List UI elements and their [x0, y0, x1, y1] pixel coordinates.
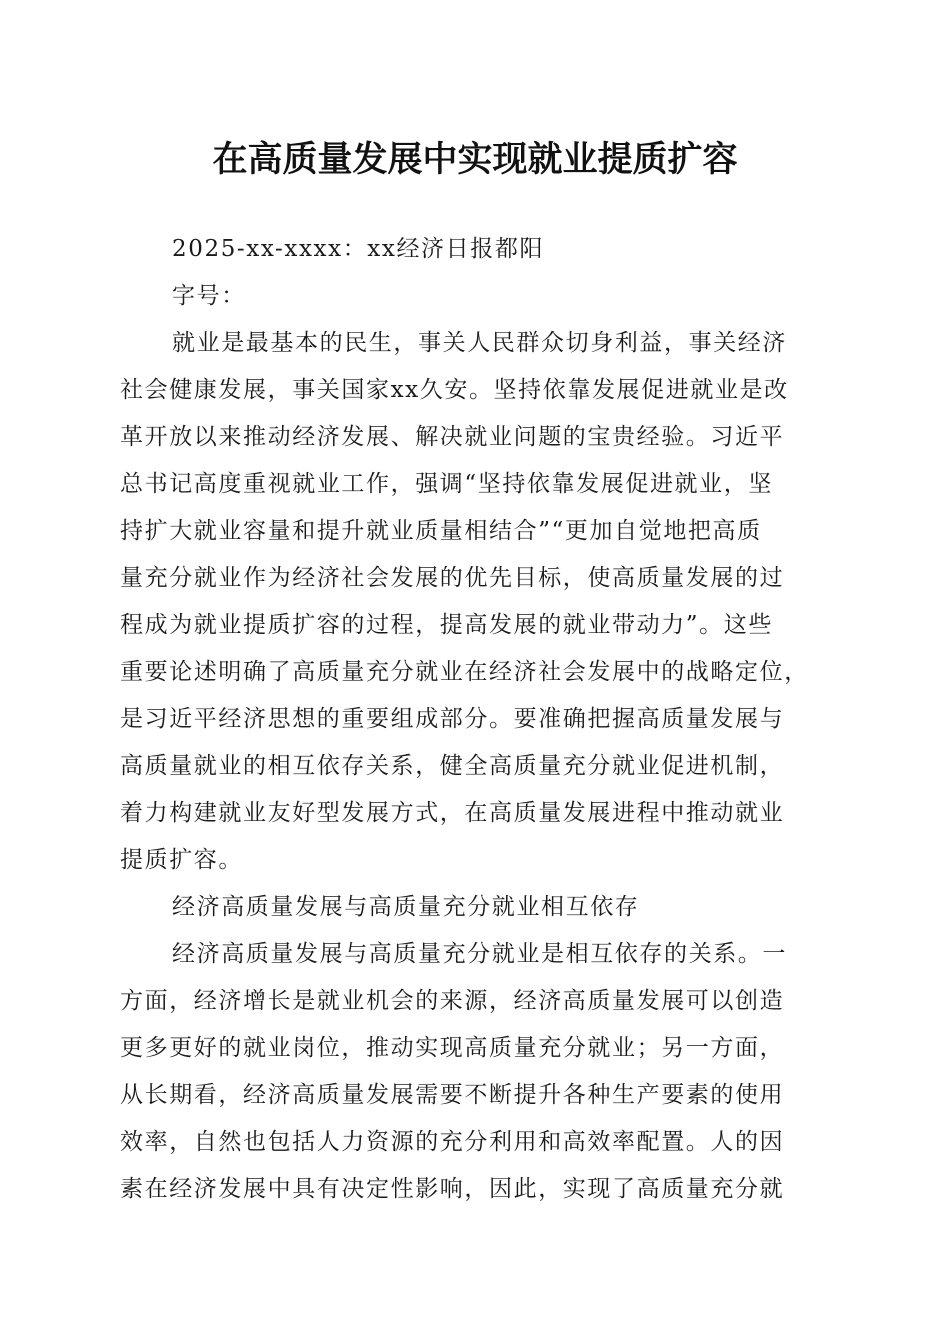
- source-line: 2025-xx-xxxx：xx经济日报都阳: [172, 236, 545, 262]
- paragraph-line: 高质量就业的相互依存关系，健全高质量充分就业促进机制，: [120, 753, 785, 779]
- document-body: [120, 226, 826, 1213]
- paragraph-line: 素在经济发展中具有决定性影响，因此，实现了高质量充分就: [120, 1176, 785, 1202]
- paragraph-line: 革开放以来推动经济发展、解决就业问题的宝贵经验。习近平: [120, 424, 785, 450]
- paragraph-line: 量充分就业作为经济社会发展的优先目标，使高质量发展的过: [120, 565, 785, 591]
- font-size-line: 字号：: [172, 283, 246, 309]
- paragraph-line: 效率，自然也包括人力资源的充分利用和高效率配置。人的因: [120, 1129, 785, 1155]
- paragraph-2: [120, 931, 826, 1213]
- paragraph-line: 程成为就业提质扩容的过程，提高发展的就业带动力”。这些: [120, 612, 773, 638]
- paragraph-line: 提质扩容。: [120, 847, 243, 873]
- paragraph-line: 就业是最基本的民生，事关人民群众切身利益，事关经济: [172, 330, 787, 356]
- document-title: 在高质量发展中实现就业提质扩容: [212, 139, 738, 180]
- section-heading: 经济高质量发展与高质量充分就业相互依存: [172, 894, 640, 920]
- paragraph-line: 社会健康发展，事关国家xx久安。坚持依靠发展促进就业是改: [120, 377, 789, 403]
- paragraph-line: 着力构建就业友好型发展方式，在高质量发展进程中推动就业: [120, 800, 785, 826]
- paragraph-line: 重要论述明确了高质量充分就业在经济社会发展中的战略定位，: [120, 659, 809, 685]
- paragraph-line: 更多更好的就业岗位，推动实现高质量充分就业；另一方面，: [120, 1035, 785, 1061]
- paragraph-1: [120, 320, 826, 884]
- paragraph-line: 是习近平经济思想的重要组成部分。要准确把握高质量发展与: [120, 706, 785, 732]
- paragraph-line: 方面，经济增长是就业机会的来源，经济高质量发展可以创造: [120, 988, 785, 1014]
- paragraph-line: 经济高质量发展与高质量充分就业是相互依存的关系。一: [172, 941, 787, 967]
- paragraph-line: 总书记高度重视就业工作，强调“坚持依靠发展促进就业，坚: [120, 471, 773, 497]
- paragraph-line: 持扩大就业容量和提升就业质量相结合”“更加自觉地把高质: [120, 518, 762, 544]
- paragraph-line: 从长期看，经济高质量发展需要不断提升各种生产要素的使用: [120, 1082, 785, 1108]
